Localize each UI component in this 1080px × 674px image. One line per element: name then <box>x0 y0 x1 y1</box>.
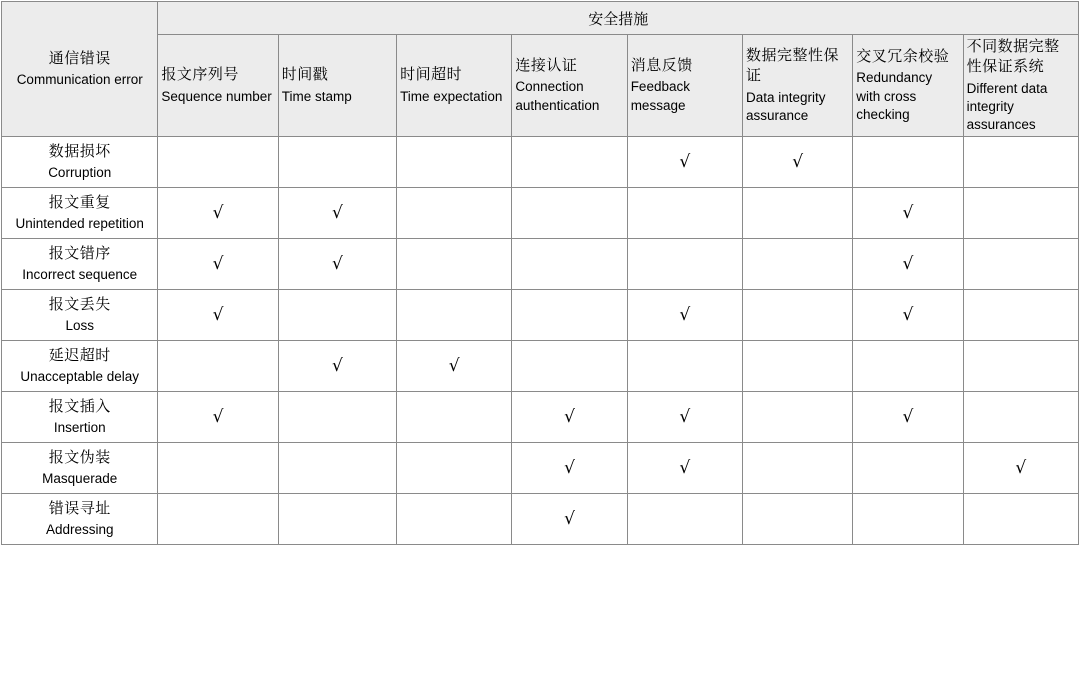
check-mark: √ <box>902 407 914 428</box>
column-header-en: Time stamp <box>281 88 352 104</box>
row-header-zh: 延迟超时 <box>48 348 111 365</box>
cell-mark <box>278 392 396 443</box>
cell-mark <box>512 443 627 494</box>
check-mark: √ <box>331 254 343 275</box>
cell-mark <box>397 341 512 392</box>
column-header-zh: 不同数据完整性保证系统 <box>966 39 1060 76</box>
column-header-zh: 数据完整性保证 <box>746 48 840 85</box>
cell-mark <box>627 137 742 188</box>
check-mark: √ <box>902 203 914 224</box>
column-header-connection-authentication <box>512 35 627 137</box>
cell-mark <box>853 341 963 392</box>
column-header-zh: 时间戳 <box>281 67 329 84</box>
check-mark: √ <box>331 356 343 377</box>
cell-mark <box>743 341 853 392</box>
column-header-time-stamp <box>278 35 396 137</box>
row-header-zh: 错误寻址 <box>48 501 111 518</box>
column-header-en: Sequence number <box>161 88 272 104</box>
cell-mark <box>397 290 512 341</box>
row-header-en: Incorrect sequence <box>22 266 138 282</box>
check-mark: √ <box>1015 458 1027 479</box>
column-header-en: Different data integrity assurances <box>966 80 1048 132</box>
check-mark: √ <box>212 305 224 326</box>
row-header-addressing <box>2 494 158 545</box>
cell-mark <box>397 494 512 545</box>
table-row <box>2 392 1079 443</box>
column-header-zh: 交叉冗余校验 <box>856 49 950 66</box>
row-header-en: Masquerade <box>42 470 118 486</box>
column-header-sequence-number <box>158 35 278 137</box>
cell-mark <box>743 290 853 341</box>
cell-mark <box>627 494 742 545</box>
cell-mark <box>512 494 627 545</box>
row-header-en: Loss <box>65 317 94 333</box>
cell-mark <box>853 137 963 188</box>
row-header-zh: 报文插入 <box>48 399 111 416</box>
column-header-feedback-message <box>627 35 742 137</box>
cell-mark <box>627 443 742 494</box>
cell-mark <box>963 137 1078 188</box>
cell-mark <box>397 239 512 290</box>
cell-mark <box>627 341 742 392</box>
cell-mark <box>397 137 512 188</box>
safety-measures-matrix <box>1 1 1079 545</box>
cell-mark <box>278 188 396 239</box>
cell-mark <box>963 290 1078 341</box>
row-header-en: Unacceptable delay <box>20 368 139 384</box>
cell-mark <box>278 341 396 392</box>
table-column-header-row <box>2 35 1079 137</box>
cell-mark <box>743 239 853 290</box>
cell-mark <box>397 443 512 494</box>
column-header-zh: 报文序列号 <box>161 67 239 84</box>
cell-mark <box>743 137 853 188</box>
check-mark: √ <box>212 254 224 275</box>
cell-mark <box>158 392 278 443</box>
cell-mark <box>512 239 627 290</box>
row-header-zh: 报文丢失 <box>48 297 111 314</box>
cell-mark <box>853 443 963 494</box>
cell-mark <box>853 188 963 239</box>
cell-mark <box>278 290 396 341</box>
row-header-unacceptable-delay <box>2 341 158 392</box>
row-header-zh: 报文伪装 <box>48 450 111 467</box>
cell-mark <box>278 443 396 494</box>
check-mark: √ <box>902 254 914 275</box>
cell-mark <box>158 188 278 239</box>
corner-header-en: Communication error <box>16 72 143 88</box>
cell-mark <box>627 290 742 341</box>
row-header-zh: 报文错序 <box>48 246 111 263</box>
cell-mark <box>853 239 963 290</box>
table-band-header-row <box>2 2 1079 35</box>
row-header-zh: 报文重复 <box>48 195 111 212</box>
document-page <box>0 1 1080 674</box>
cell-mark <box>158 443 278 494</box>
check-mark: √ <box>212 203 224 224</box>
column-header-en: Feedback message <box>630 79 690 113</box>
check-mark: √ <box>679 152 691 173</box>
cell-mark <box>743 443 853 494</box>
column-header-time-expectation <box>397 35 512 137</box>
check-mark: √ <box>331 203 343 224</box>
table-row <box>2 239 1079 290</box>
column-header-different-data-integrity-assurances <box>963 35 1078 137</box>
check-mark: √ <box>564 509 575 530</box>
table-row <box>2 290 1079 341</box>
column-header-en: Redundancy with cross checking <box>856 70 933 122</box>
cell-mark <box>853 290 963 341</box>
row-header-incorrect-sequence <box>2 239 158 290</box>
cell-mark <box>512 137 627 188</box>
cell-mark <box>627 188 742 239</box>
column-header-zh: 时间超时 <box>400 67 463 84</box>
cell-mark <box>158 341 278 392</box>
row-header-unintended-repetition <box>2 188 158 239</box>
row-header-insertion <box>2 392 158 443</box>
row-header-en: Unintended repetition <box>15 215 144 231</box>
check-mark: √ <box>679 305 691 326</box>
cell-mark <box>278 137 396 188</box>
cell-mark <box>627 392 742 443</box>
cell-mark <box>397 392 512 443</box>
cell-mark <box>853 494 963 545</box>
table-row <box>2 188 1079 239</box>
check-mark: √ <box>448 356 460 377</box>
cell-mark <box>278 494 396 545</box>
cell-mark <box>963 341 1078 392</box>
cell-mark <box>512 290 627 341</box>
cell-mark <box>963 188 1078 239</box>
row-header-en: Corruption <box>48 164 112 180</box>
cell-mark <box>397 188 512 239</box>
column-header-en: Data integrity assurance <box>746 89 826 123</box>
corner-header-zh: 通信错误 <box>48 50 111 67</box>
cell-mark <box>743 188 853 239</box>
band-header-cell: 安全措施 <box>158 2 1079 35</box>
table-row <box>2 443 1079 494</box>
cell-mark <box>627 239 742 290</box>
cell-mark <box>512 341 627 392</box>
table-row <box>2 494 1079 545</box>
column-header-en: Time expectation <box>400 88 503 104</box>
cell-mark <box>158 239 278 290</box>
cell-mark <box>963 443 1078 494</box>
row-header-en: Insertion <box>53 419 106 435</box>
cell-mark <box>158 290 278 341</box>
cell-mark <box>743 494 853 545</box>
column-header-en: Connection authentication <box>515 79 600 113</box>
table-row <box>2 341 1079 392</box>
column-header-zh: 消息反馈 <box>630 58 693 75</box>
check-mark: √ <box>679 407 691 428</box>
cell-mark <box>278 239 396 290</box>
column-header-data-integrity-assurance <box>743 35 853 137</box>
table-row <box>2 137 1079 188</box>
row-header-en: Addressing <box>45 521 114 537</box>
row-header-masquerade <box>2 443 158 494</box>
cell-mark <box>158 137 278 188</box>
column-header-zh: 连接认证 <box>515 58 578 75</box>
cell-mark <box>963 494 1078 545</box>
cell-mark <box>158 494 278 545</box>
row-header-zh: 数据损坏 <box>48 144 111 161</box>
row-header-corruption <box>2 137 158 188</box>
cell-mark <box>512 392 627 443</box>
cell-mark <box>853 392 963 443</box>
check-mark: √ <box>902 305 914 326</box>
corner-header-cell <box>2 2 158 137</box>
column-header-redundancy-cross-checking <box>853 35 963 137</box>
cell-mark <box>512 188 627 239</box>
check-mark: √ <box>212 407 224 428</box>
check-mark: √ <box>564 458 575 479</box>
check-mark: √ <box>792 152 804 173</box>
cell-mark <box>743 392 853 443</box>
check-mark: √ <box>564 407 575 428</box>
cell-mark <box>963 392 1078 443</box>
check-mark: √ <box>679 458 691 479</box>
row-header-loss <box>2 290 158 341</box>
cell-mark <box>963 239 1078 290</box>
